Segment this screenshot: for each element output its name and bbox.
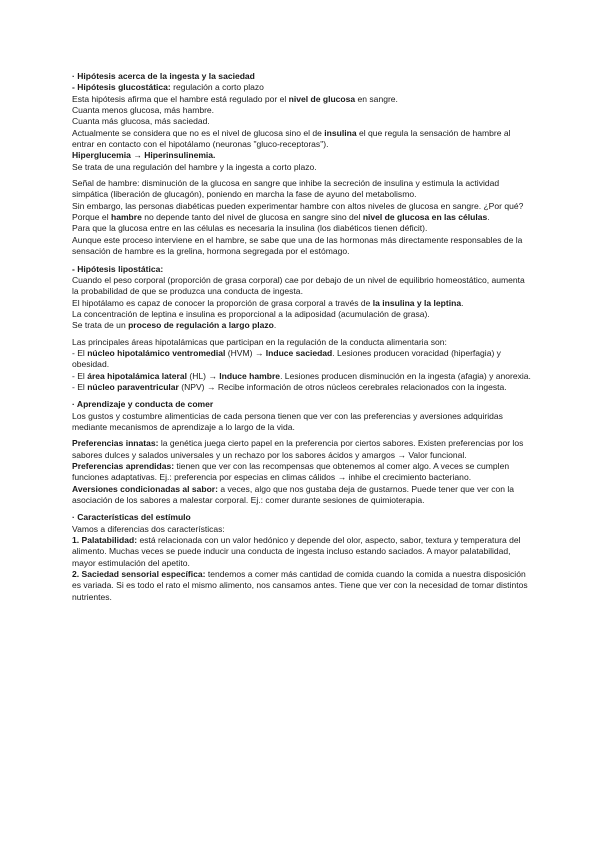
paragraph: Las principales áreas hipotalámicas que participan en la regulación de la conducta alimentaria son: (72, 336, 447, 347)
list-item: - El núcleo paraventricular (NPV) → Recibe información de otros núcleos cerebrales relacionados con la ingesta. (72, 381, 507, 392)
paragraph: Se trata de una regulación del hambre y la ingesta a corto plazo. (72, 161, 317, 172)
bold-line: Hiperglucemia → Hiperinsulinemia. (72, 150, 216, 161)
paragraph: Porque el hambre no depende tanto del nivel de glucosa en sangre sino del nivel de glucosa en las células. (72, 212, 490, 223)
heading-glucostatica: - Hipótesis glucostática: regulación a corto plazo (72, 82, 264, 93)
paragraph: Vamos a diferencias dos características: (72, 523, 225, 534)
paragraph: Cuanta más glucosa, más saciedad. (72, 116, 210, 127)
list-item: - El área hipotalámica lateral (HL) → Induce hambre. Lesiones producen disminución en la ingesta (afagia) y anorexia. (72, 370, 531, 381)
paragraph: Actualmente se considera que no es el nivel de glucosa sino el de insulina el que regula la sensación de hambre al entrar en contacto con el hipotálamo (neuronas "gluco-receptoras"). (72, 127, 511, 150)
section-title-aprendizaje: · Aprendizaje y conducta de comer (72, 399, 214, 410)
paragraph: Sin embargo, las personas diabéticas pueden experimentar hambre con altos niveles de glucosa en sangre. ¿Por qué? (72, 200, 524, 211)
heading-lipostatica: - Hipótesis lipostática: (72, 263, 164, 274)
paragraph: Para que la glucosa entre en las células es necesaria la insulina (los diabéticos tienen déficit). (72, 223, 428, 234)
paragraph: Cuanta menos glucosa, más hambre. (72, 105, 215, 116)
paragraph: Preferencias aprendidas: tienen que ver con las recompensas que obtenemos al comer algo. A veces se cumplen funciones adaptativas. Ej.: preferencia por especias en climas cálidos → inhibe el crecimiento bacteriano. (72, 461, 510, 483)
paragraph: Aunque este proceso interviene en el hambre, se sabe que una de las hormonas más directamente responsables de la sensación de hambre es la grelina, hormona segregada por el estómago. (72, 234, 523, 257)
paragraph: Aversiones condicionadas al sabor: a veces, algo que nos gustaba deja de gustarnos. Puede tener que ver con la asociación de los sabores a malestar corporal. Ej.: comer durante sesiones de quimioterapia. (72, 483, 515, 506)
document-page (72, 71, 532, 603)
section-title-estimulo: · Características del estímulo (72, 512, 191, 523)
section-title-ingesta: · Hipótesis acerca de la ingesta y la saciedad (72, 71, 255, 81)
paragraph: La concentración de leptina e insulina es proporcional a la adiposidad (acumulación de grasa). (72, 308, 430, 319)
paragraph: Esta hipótesis afirma que el hambre está regulado por el nivel de glucosa en sangre. (72, 93, 398, 104)
paragraph: El hipotálamo es capaz de conocer la proporción de grasa corporal a través de la insulina y la leptina. (72, 297, 464, 308)
paragraph: Se trata de un proceso de regulación a largo plazo. (72, 320, 277, 331)
list-item: - El núcleo hipotalámico ventromedial (HVM) → Induce saciedad. Lesiones producen voracidad (hiperfagia) y obesidad. (72, 347, 501, 370)
paragraph: Los gustos y costumbre alimenticias de cada persona tienen que ver con las preferencias y aversiones adquiridas mediante mecanismos de aprendizaje a lo largo de la vida. (72, 410, 503, 432)
paragraph: Señal de hambre: disminución de la glucosa en sangre que inhibe la secreción de insulina y estimula la actividad simpática (liberación de glucagón), poniendo en marcha la fase de ayuno del metabolismo. (72, 178, 500, 200)
paragraph: Preferencias innatas: la genética juega cierto papel en la preferencia por ciertos sabores. Existen preferencias por los sabores dulces y salados universales y un rechazo por los sabores ácidos y amargos → Valor funcional. (72, 438, 524, 460)
paragraph: 1. Palatabilidad: está relacionada con un valor hedónico y depende del olor, aspecto, sabor, textura y temperatura del alimento. Muchas veces se puede inducir una conducta de ingesta incluso estando saciados. A mayor palatabilidad, mayor estimulación del apetito. (72, 535, 521, 568)
paragraph: Cuando el peso corporal (proporción de grasa corporal) cae por debajo de un nivel de equilibrio homeostático, aumenta la probabilidad de que se produzca una conducta de ingesta. (72, 274, 525, 297)
paragraph: 2. Saciedad sensorial específica: tendemos a comer más cantidad de comida cuando la comida a nuestra disposición es variada. Si es todo el rato el mismo alimento, nos cansamos antes. Tiene que ver con la necesidad de tomar distintos nutrientes. (72, 569, 528, 602)
